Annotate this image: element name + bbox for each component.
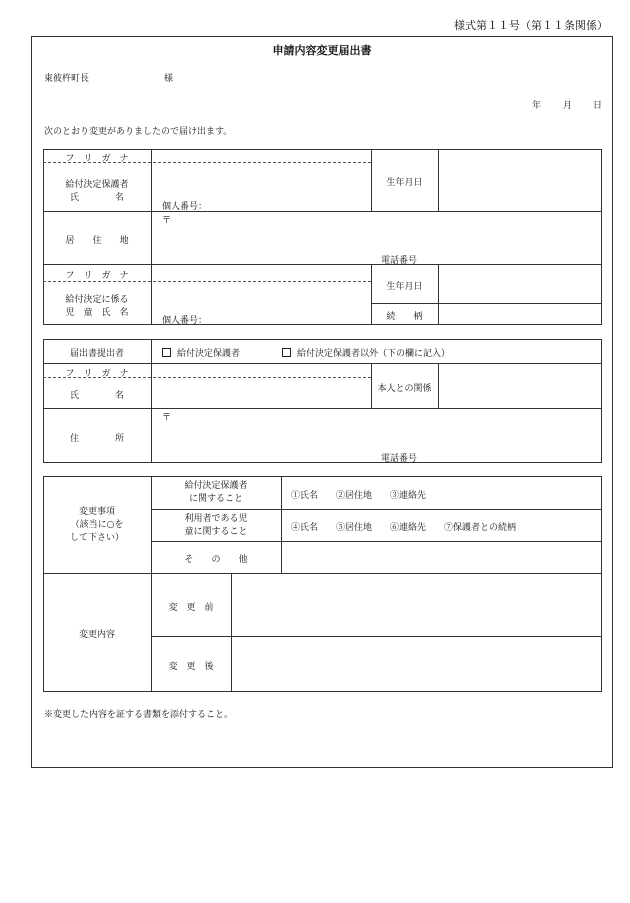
submitter-name-label: 氏 名 — [69, 391, 124, 401]
footnote: ※変更した内容を証する書類を添付すること。 — [44, 710, 234, 720]
child-name-label-l1: 給付決定に係る — [65, 295, 129, 305]
submitter-address-label: 住 所 — [69, 434, 124, 444]
addressee-honorific: 様 — [164, 74, 174, 84]
birthdate-field-1[interactable] — [440, 150, 601, 210]
submitter-furigana-field[interactable] — [152, 364, 370, 376]
date-month[interactable]: 月 — [563, 101, 573, 111]
birthdate-label-2: 生年月日 — [386, 282, 423, 292]
guardian-name-label-l1: 給付決定保護者 — [65, 180, 129, 190]
child-name-label-l2: 児 童 氏 名 — [65, 308, 129, 318]
addressee-name: 東彼杵町長 — [44, 74, 90, 84]
phone-label-2: 電話番号 — [381, 454, 418, 464]
my-number-label-1: 個人番号： — [162, 202, 208, 212]
submitter-furigana-label: フ リ ガ ナ — [65, 369, 129, 379]
before-field[interactable] — [233, 575, 601, 635]
form-number: 様式第１１号（第１１条関係） — [454, 19, 608, 32]
postal-mark-2: 〒 — [162, 413, 172, 423]
postal-mark-1: 〒 — [162, 216, 172, 226]
furigana-label-2: フ リ ガ ナ — [65, 271, 129, 281]
user-row-options[interactable]: ④氏名 ⑤居住地 ⑥連絡先 ⑦保護者との続柄 — [291, 523, 517, 533]
other-label: そ の 他 — [184, 555, 248, 565]
after-label: 変 更 後 — [168, 662, 214, 672]
checkbox-icon[interactable] — [162, 348, 171, 357]
before-label: 変 更 前 — [168, 603, 214, 613]
birthdate-label-1: 生年月日 — [386, 178, 423, 188]
submitter-address-field[interactable] — [152, 409, 601, 462]
residence-label: 居 住 地 — [65, 236, 129, 246]
guardian-name-label-l2: 氏 名 — [69, 193, 124, 203]
furigana-field-1[interactable] — [152, 150, 370, 162]
date-day[interactable]: 日 — [593, 101, 603, 111]
relationship-label: 続 柄 — [386, 312, 423, 322]
submitter-option-guardian[interactable]: 給付決定保護者 — [162, 346, 240, 359]
intro-text: 次のとおり変更がありましたので届け出ます。 — [44, 127, 233, 137]
furigana-label-1: フ リ ガ ナ — [65, 154, 129, 164]
my-number-label-2: 個人番号： — [162, 316, 208, 326]
user-row-label: 利用者である児 童に関すること — [184, 514, 248, 537]
furigana-field-2[interactable] — [152, 265, 370, 280]
phone-label-1: 電話番号 — [381, 256, 418, 266]
relation-to-person-field[interactable] — [440, 364, 601, 407]
birthdate-field-2[interactable] — [440, 265, 601, 302]
change-content-label: 変更内容 — [78, 630, 115, 640]
submitter-option-other[interactable]: 給付決定保護者以外（下の欄に記入） — [282, 346, 450, 359]
relation-to-person-label: 本人との関係 — [377, 384, 432, 394]
submitter-label: 届出書提出者 — [69, 349, 124, 359]
residence-field[interactable] — [152, 212, 601, 263]
other-field[interactable] — [283, 543, 601, 572]
checkbox-icon[interactable] — [282, 348, 291, 357]
date-year[interactable]: 年 — [532, 101, 542, 111]
relationship-field[interactable] — [440, 304, 601, 324]
form-title: 申請内容変更届出書 — [272, 44, 372, 57]
submitter-name-field[interactable] — [152, 379, 370, 407]
guardian-row-options[interactable]: ①氏名 ②居住地 ③連絡先 — [291, 491, 427, 501]
guardian-row-label: 給付決定保護者 に関すること — [184, 481, 248, 504]
after-field[interactable] — [233, 638, 601, 691]
change-items-label: 変更事項 （該当に○を して下さい） — [69, 507, 124, 543]
